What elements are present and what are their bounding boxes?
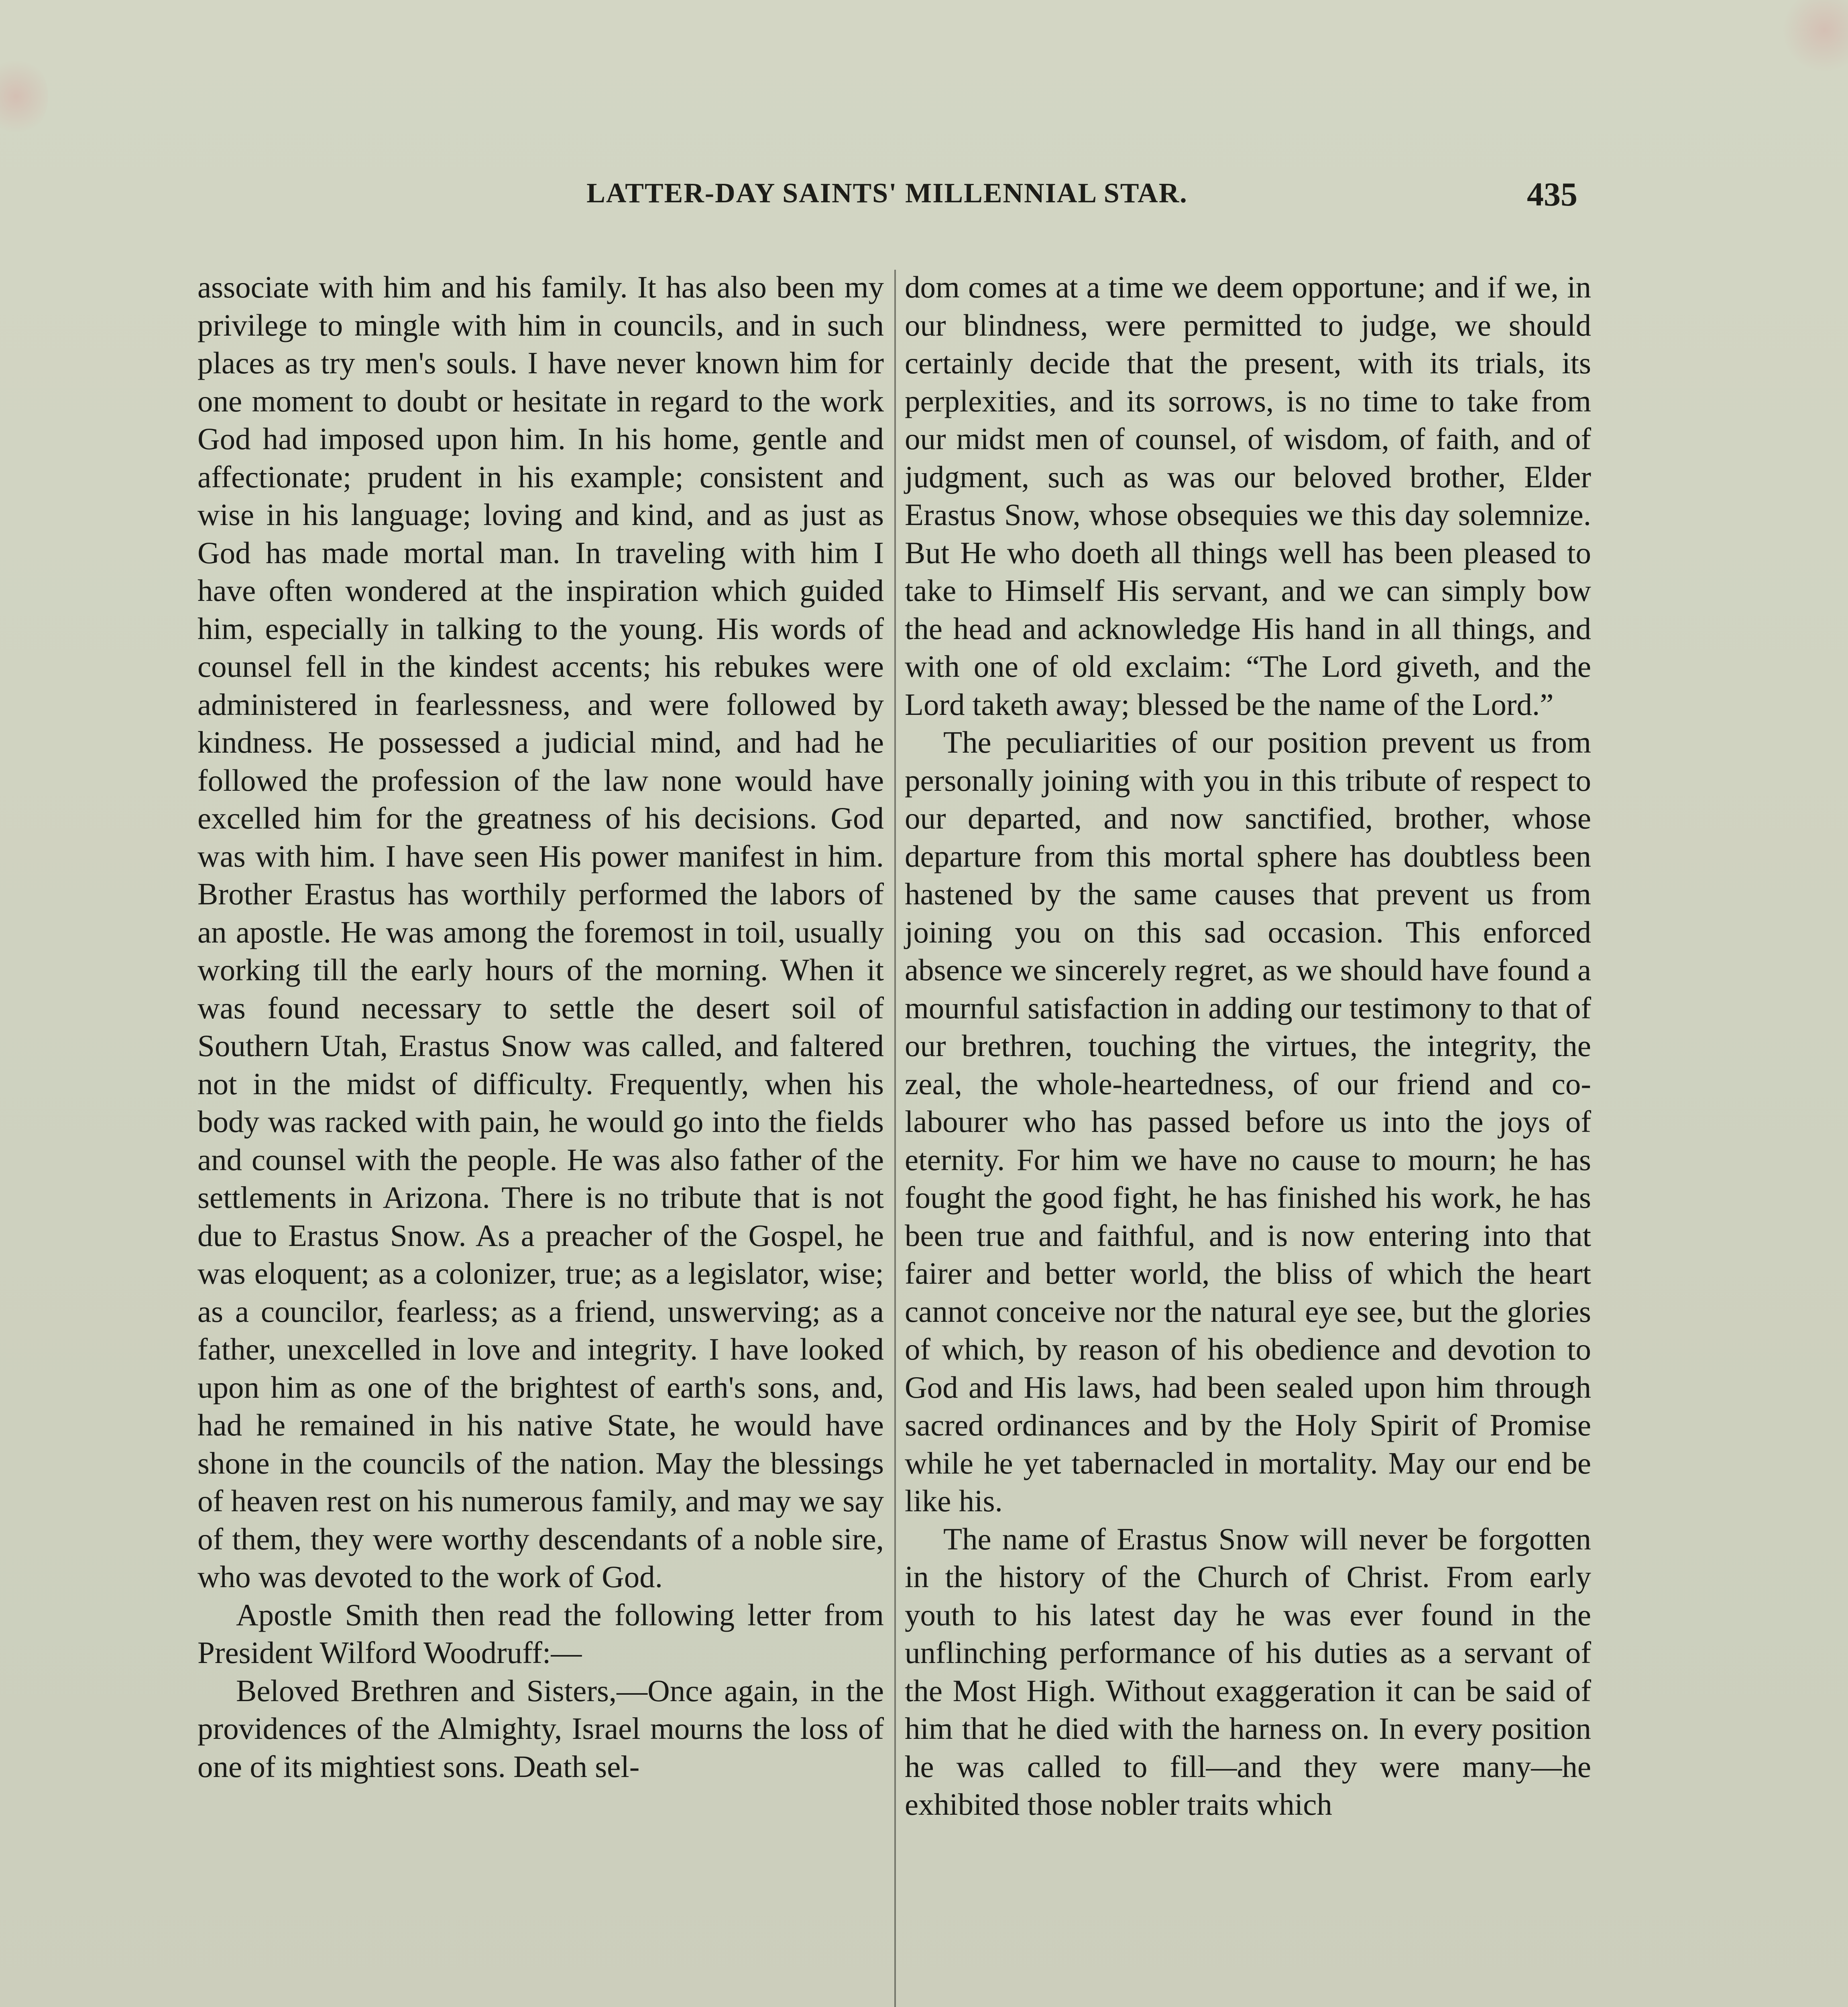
paragraph: Beloved Brethren and Sisters,—Once again, in the providences of the Almighty, Israel mourns the loss of one of its mightiest sons. Death sel- [197,1673,884,1784]
paragraph: associate with him and his family. It has also been my privilege to mingle with him in councils, and in such places as try men's souls. I have never known him for one moment to doubt or hesitate in regard to the work God had imposed upon him. In his home, gentle and affectionate; prudent in his example; consistent and wise in his language; loving and kind, and as just as God has made mortal man. In traveling with him I have often wondered at the inspiration which guided him, especially in talking to the young. His words of counsel fell in the kindest accents; his rebukes were administered in fearlessness, and were followed by kindness. He possessed a judicial mind, and had he followed the profession of the law none would have excelled him for the greatness of his decisions. God was with him. I have seen His power manifest in him. Brother Erastus has worthily performed the labors of an apostle. He was among the foremost in toil, usually working till the early hours of the morning. When it was found necessary to settle the desert soil of Southern Utah, Erastus Snow was called, and faltered not in the midst of difficulty. Frequently, when his body was racked with pain, he would go into the fields and counsel with the people. He was also father of the settlements in Arizona. There is no tribute that is not due to Erastus Snow. As a preacher of the Gospel, he was eloquent; as a colonizer, true; as a legislator, wise; as a councilor, fearless; as a friend, unswerving; as a father, unexcelled in love and integrity. I have looked upon him as one of the brightest of earth's sons, and, had he remained in his native State, he would have shone in the councils of the nation. May the blessings of heaven rest on his numerous family, and may we say of them, they were worthy descendants of a noble sire, who was devoted to the work of God. [197,270,884,1594]
paper-stain [0,56,48,136]
paragraph: Apostle Smith then read the following letter from President Wilford Woodruff:— [197,1597,884,1670]
page-number: 435 [1527,176,1577,213]
paragraph: dom comes at a time we deem opportune; and if we, in our blindness, were permitted to judge, we should certainly decide that the present, with its trials, its perplexities, and its sorrows, is no time to take from our midst men of counsel, of wisdom, of faith, and of judgment, such as was our beloved brother, Elder Erastus Snow, whose obsequies we this day solemnize. But He who doeth all things well has been pleased to take to Himself His servant, and we can simply bow the head and acknowledge His hand in all things, and with one of old exclaim: “The Lord giveth, and the Lord taketh away; blessed be the name of the Lord.” [905,270,1591,722]
paragraph: The name of Erastus Snow will never be forgotten in the history of the Church of Christ. From early youth to his latest day he was ever found in the unflinching performance of his duties as a servant of the Most High. Without exaggeration it can be said of him that he died with the harness on. In every position he was called to fill—and they were many—he exhibited those nobler traits which [905,1521,1591,1822]
column-divider [894,270,896,2007]
journal-title: LATTER-DAY SAINTS' MILLENNIAL STAR. [586,178,1188,209]
paper-stain [1782,0,1848,72]
left-column [197,268,884,1785]
right-column [905,268,1591,1824]
paragraph: The peculiarities of our position prevent us from personally joining with you in this tribute of respect to our departed, and now sanctified, brother, whose departure from this mortal sphere has doubtless been hastened by the same causes that prevent us from joining you on this sad occasion. This enforced absence we sincerely regret, as we should have found a mournful satisfaction in adding our testimony to that of our brethren, touching the virtues, the integrity, the zeal, the whole-heartedness, of our friend and co-labourer who has passed before us into the joys of eternity. For him we have no cause to mourn; he has fought the good fight, he has finished his work, he has been true and faithful, and is now entering into that fairer and better world, the bliss of which the heart cannot conceive nor the natural eye see, but the glories of which, by reason of his obedience and devotion to God and His laws, had been sealed upon him through sacred ordinances and by the Holy Spirit of Promise while he yet tabernacled in mortality. May our end be like his. [905,725,1591,1518]
running-header [197,177,1577,222]
